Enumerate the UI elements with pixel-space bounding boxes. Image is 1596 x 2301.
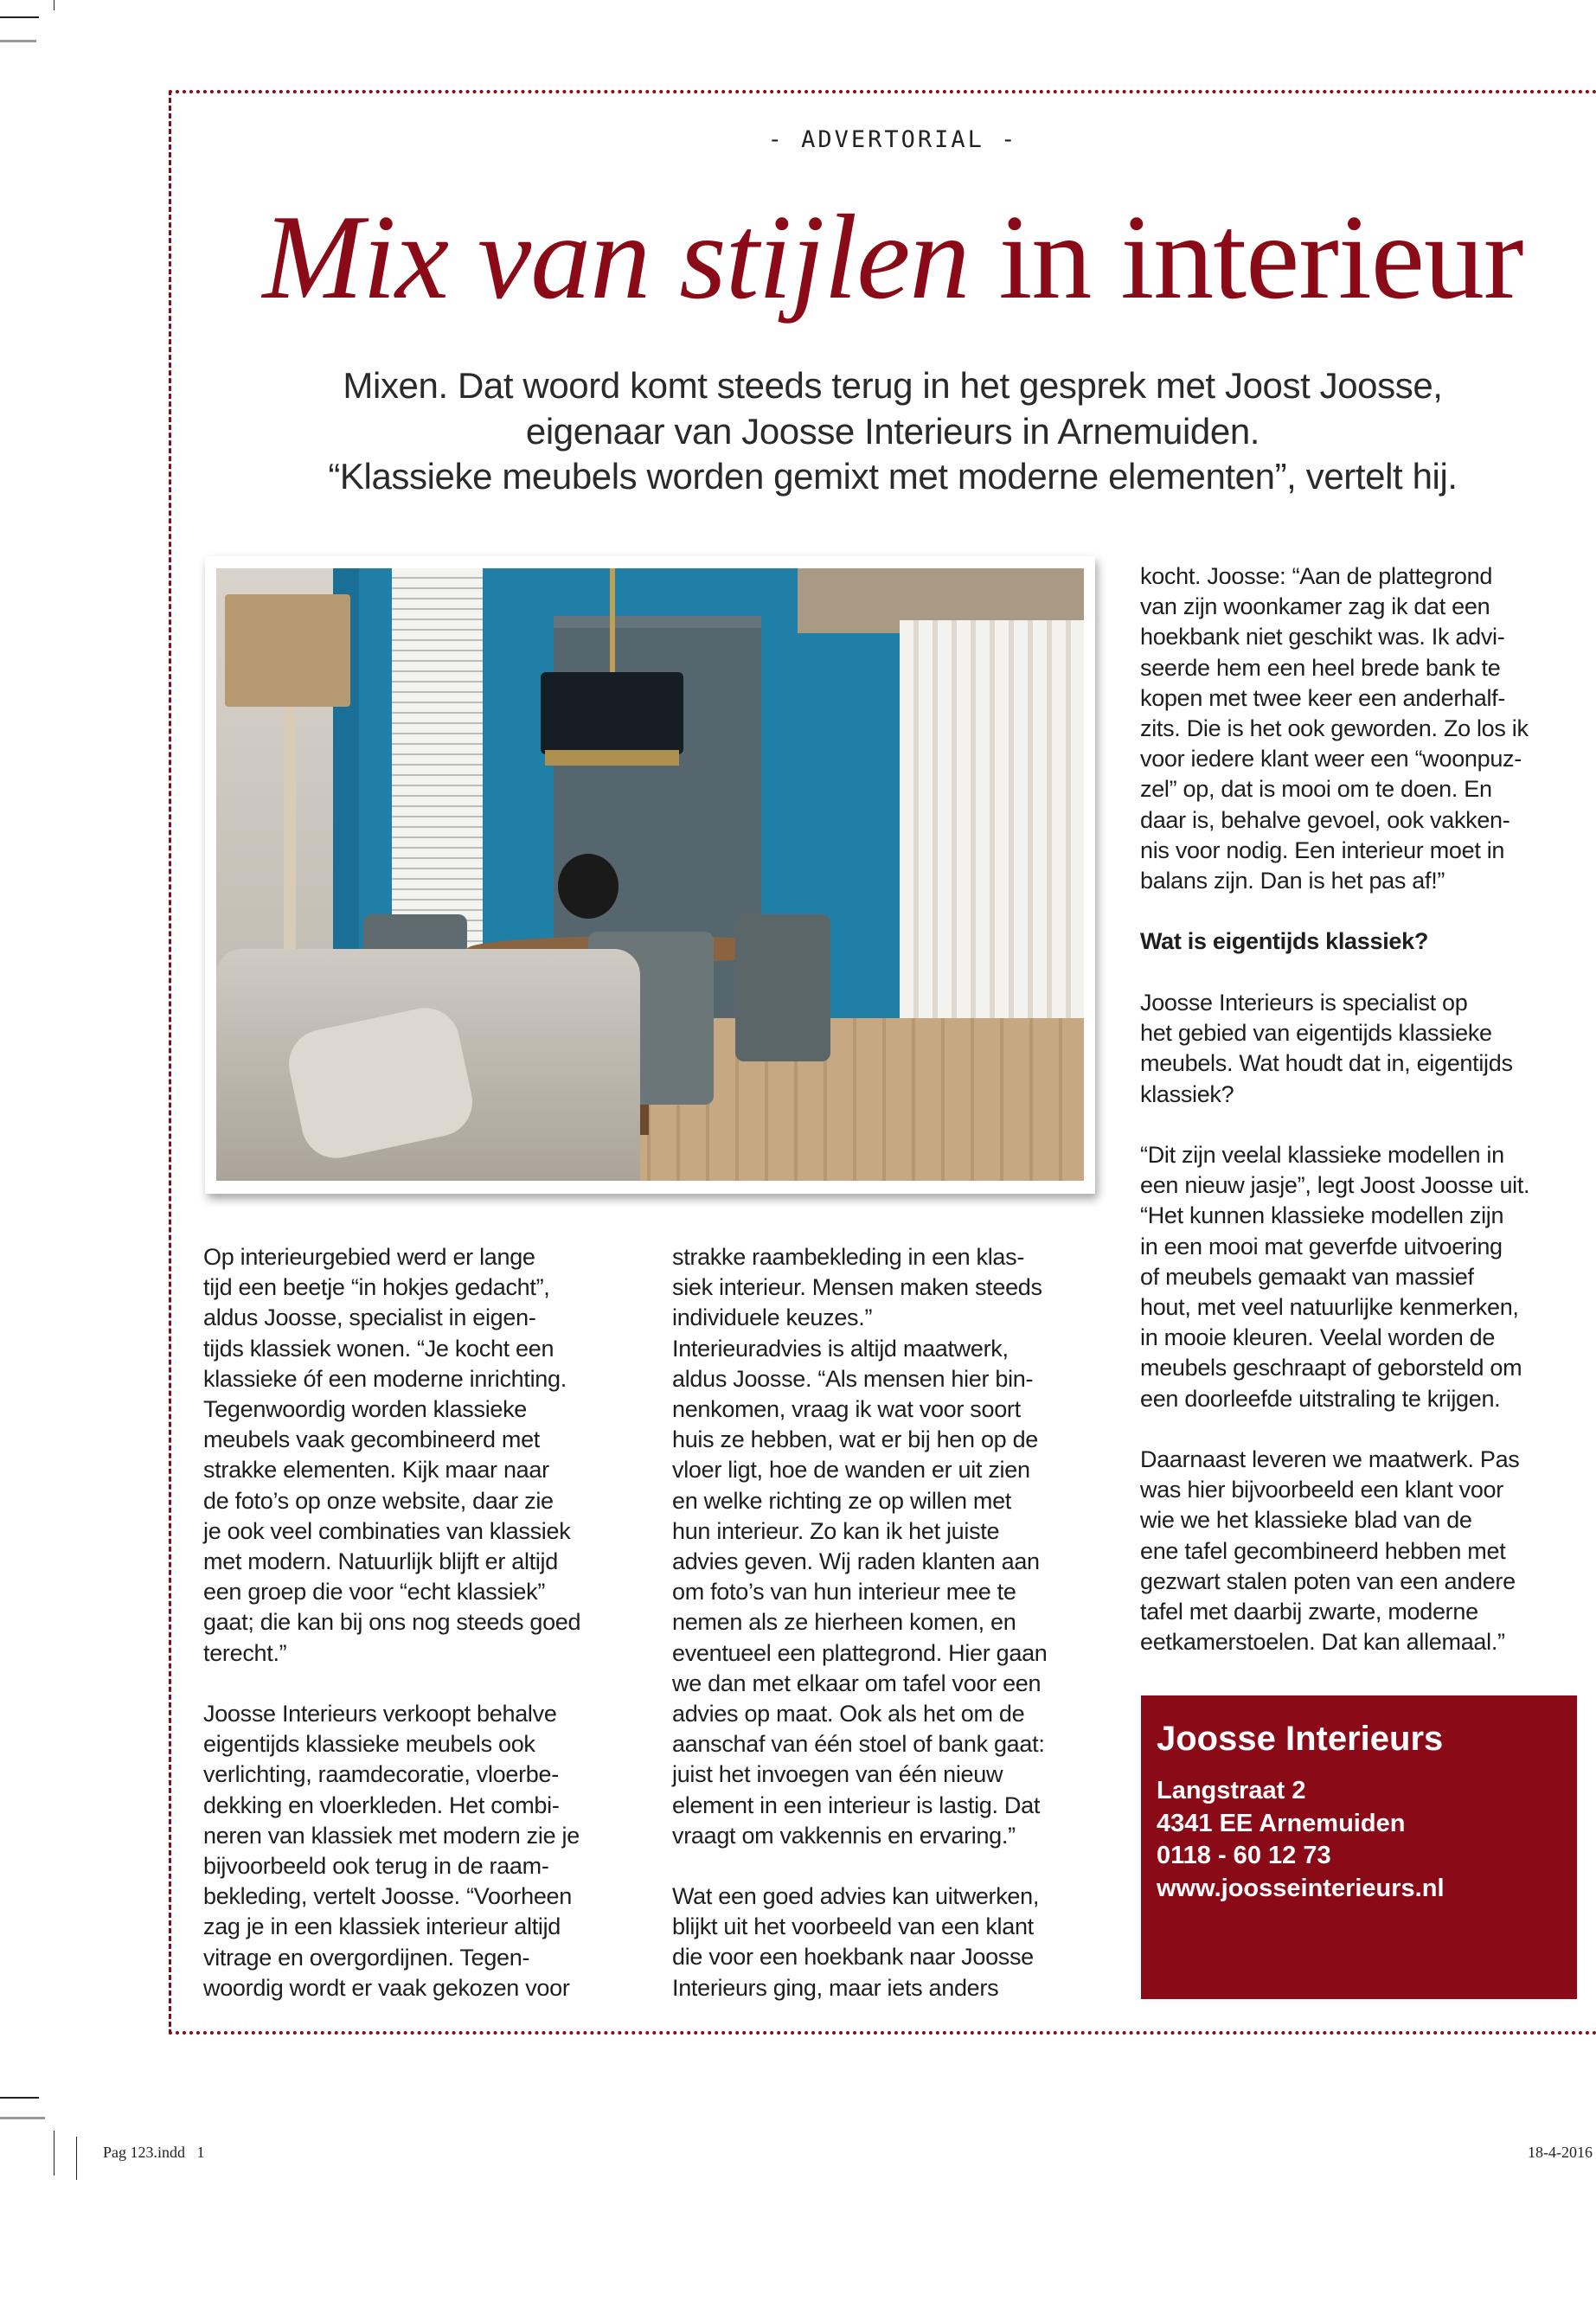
body-paragraph: Daarnaast leveren we maatwerk. Pas was hier bijvoorbeeld een klant voor wie we het klassieke blad van de ene tafel gecombineerd hebben met gezwart stalen poten van een andere tafel met daarbij zwarte, moderne eetkamerstoelen. Dat kan allemaal.” xyxy=(1140,1446,1520,1656)
body-paragraph: Op interieurgebied werd er lange tijd een beetje “in hokjes gedacht”, aldus Joosse, specialist in eigen- tijds klassiek wonen. “Je kocht een klassieke óf een moderne inrichting. Tegenwoordig worden klassieke meubels vaak gecombineerd met strakke elementen. Kijk maar naar de foto’s op onze website, daar zie je ook veel combinaties van klassiek met modern. Natuurlijk blijft er altijd een groep die voor “echt klassiek” gaat; die kan bij ons nog steeds goed terecht.” xyxy=(203,1244,581,1666)
company-name: Joosse Interieurs xyxy=(1157,1720,1444,1758)
crop-mark xyxy=(76,2137,77,2180)
title-italic: Mix van stijlen xyxy=(262,190,970,324)
crop-mark xyxy=(0,2097,39,2099)
body-paragraph: kocht. Joosse: “Aan de plattegrond van zijn woonkamer zag ik dat een hoekbank niet geschikt was. Ik advi- seerde hem een heel brede bank te kopen met twee keer een anderhalf- zits. Die is het ook geworden. Zo los ik voor iedere klant weer een “woonpuz- zel” op, dat is mooi om te doen. En daar is, behalve gevoel, ook vakken- nis voor nodig. Een interieur moet in balans zijn. Dan is het pas af!” xyxy=(1140,563,1529,894)
company-address: Langstraat 2 4341 EE Arnemuiden 0118 - 60 12 73 www.joosseinterieurs.nl xyxy=(1157,1777,1445,1902)
crop-mark xyxy=(0,16,39,18)
contact-box xyxy=(1141,1695,1577,1999)
interior-photo xyxy=(205,556,1095,1194)
dining-room-image xyxy=(216,568,1084,1181)
section-heading: Wat is eigentijds klassiek? xyxy=(1140,928,1429,954)
crop-mark xyxy=(0,2117,45,2119)
advertorial-label: - ADVERTORIAL - xyxy=(767,126,1018,153)
body-paragraph: Wat een goed advies kan uitwerken, blijkt uit het voorbeeld van een klant die voor een hoekbank naar Joosse Interieurs ging, maar iets anders xyxy=(672,1883,1040,2001)
body-paragraph: Joosse Interieurs verkoopt behalve eigentijds klassieke meubels ook verlichting, raamdecoratie, vloerbe- dekking en vloerkleden. Het combi- neren van klassiek met modern zie je bijvoorbeeld ook terug in de raam- bekleding, vertelt Joosse. “Voorheen zag je in een klassiek interieur altijd vitrage en overgordijnen. Tegen- woordig wordt er vaak gekozen voor xyxy=(203,1701,580,2001)
body-paragraph: Joosse Interieurs is specialist op het gebied van eigentijds klassieke meubels. Wat houdt dat in, eigentijds klassiek? xyxy=(1140,990,1513,1107)
crop-mark xyxy=(0,40,36,42)
body-paragraph: strakke raambekleding in een klas- siek interieur. Mensen maken steeds individuele keuzes.” Interieuradvies is altijd maatwerk, aldus Joosse. “Als mensen hier bin- nenkomen, vraag ik wat voor soort huis ze hebben, wat er bij hen op de vloer ligt, hoe de wanden er uit zien en welke richting ze op willen met hun interieur. Zo kan ik het juiste advies geven. Wij raden klanten aan om foto’s van hun interieur mee te nemen als ze hierheen komen, en eventueel een plattegrond. Hier gaan we dan met elkaar om tafel voor een advies op maat. Ook als het om de aanschaf van één stoel of bank gaat: juist het invoegen van één nieuw element in een interieur is lastig. Dat vraagt om vakkennis en ervaring.” xyxy=(672,1244,1048,1849)
page-title xyxy=(173,189,1596,327)
footer-file: Pag 123.indd 1 xyxy=(103,2144,205,2161)
footer-date: 18-4-2016 xyxy=(1528,2144,1593,2161)
title-roman: in interieur xyxy=(998,190,1523,324)
lead-paragraph: Mixen. Dat woord komt steeds terug in het gesprek met Joost Joosse, eigenaar van Joosse Interieurs in Arnemuiden. “Klassieke meubels worden gemixt met moderne elementen”, vertelt hij. xyxy=(328,365,1458,497)
body-paragraph: “Dit zijn veelal klassieke modellen in een nieuw jasje”, legt Joost Joosse uit. “Het kunnen klassieke modellen zijn in een mooi mat geverfde uitvoering of meubels gemaakt van massief hout, met veel natuurlijke kenmerken, in mooie kleuren. Veelal worden de meubels geschraapt of geborsteld om een doorleefde uitstraling te krijgen. xyxy=(1140,1142,1530,1412)
